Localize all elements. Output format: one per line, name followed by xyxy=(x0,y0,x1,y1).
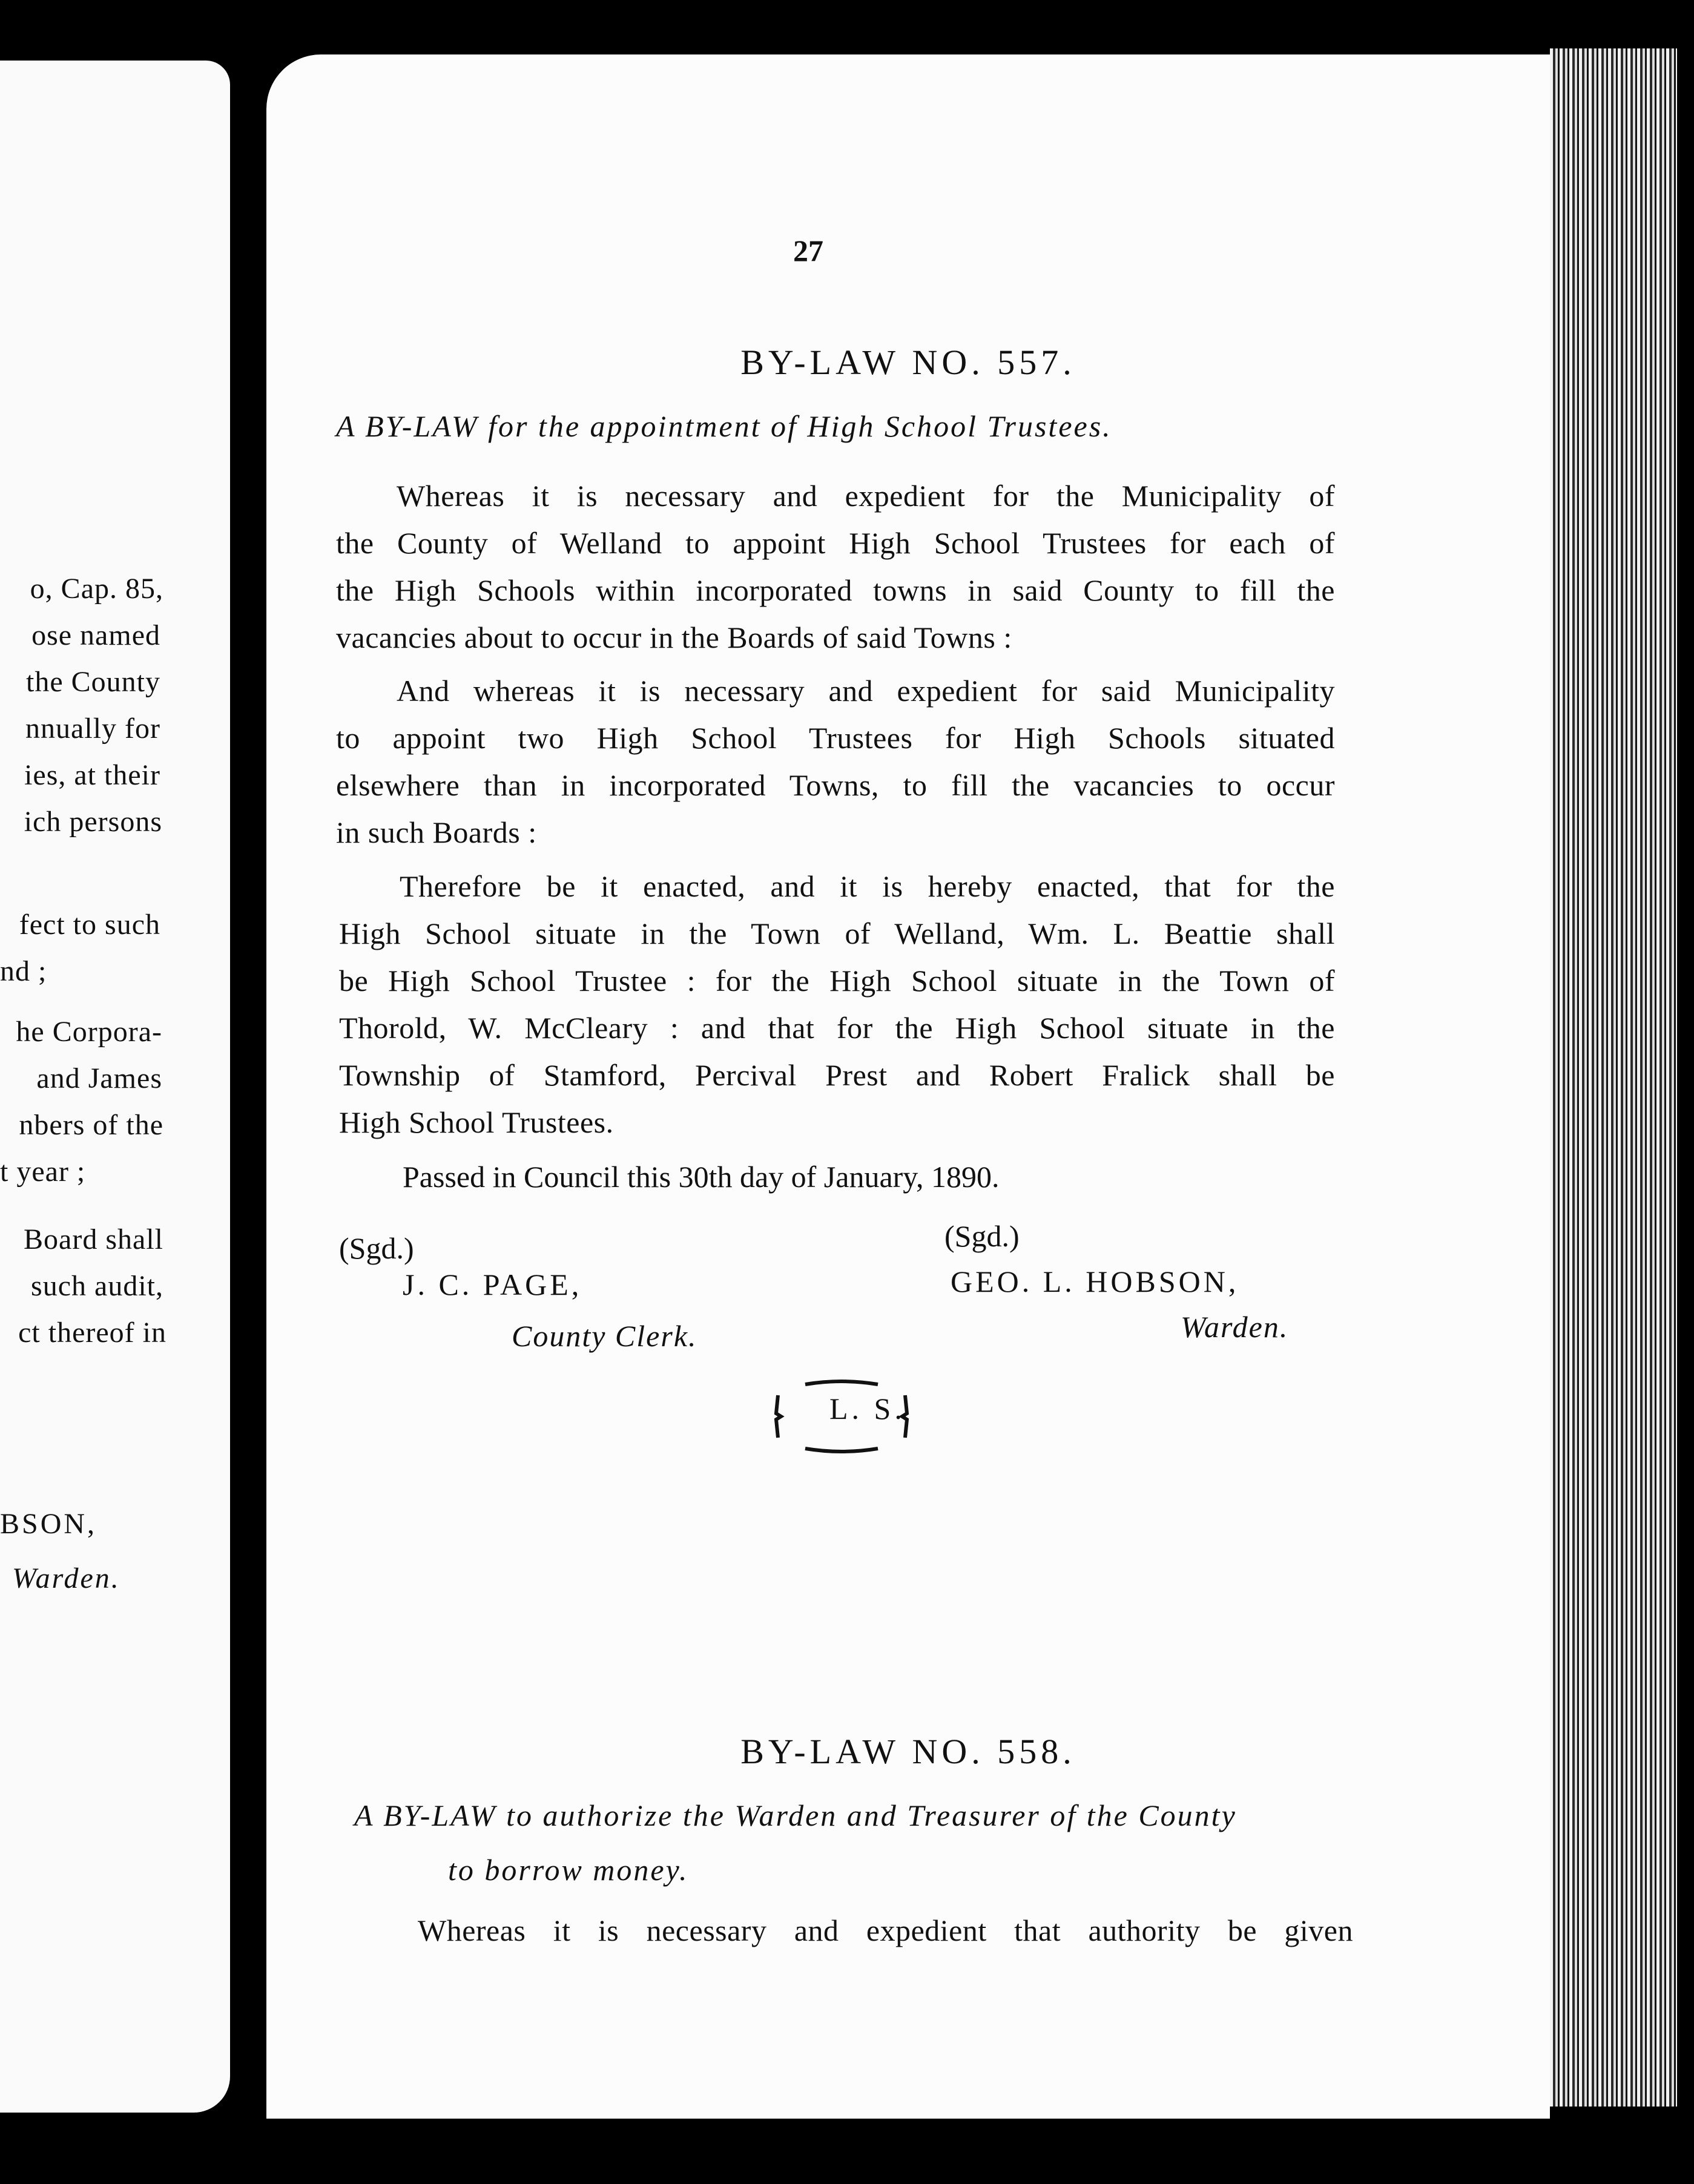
bylaw-557-subtitle: A BY-LAW for the appointment of High School Trustees. xyxy=(336,409,1112,443)
left-page-line: nnually for xyxy=(25,712,160,745)
bylaw-557-para2-line: elsewhere than in incorporated Towns, to fill the vacancies to occur xyxy=(336,768,1335,802)
bylaw-558-subtitle-line1: A BY-LAW to authorize the Warden and Treasurer of the County xyxy=(354,1798,1237,1832)
sig-left-sgd: (Sgd.) xyxy=(339,1231,414,1265)
bylaw-557-para1-line: the High Schools within incorporated towns in said County to fill the xyxy=(336,573,1335,607)
left-page-fragment xyxy=(0,61,230,2113)
bylaw-557-para1-line: the County of Welland to appoint High School Trustees for each of xyxy=(336,526,1335,560)
left-page-line: nbers of the xyxy=(19,1109,163,1141)
page-edges xyxy=(1550,48,1677,2107)
seal-text: L. S. xyxy=(829,1392,906,1426)
bylaw-557-para3-line: Therefore be it enacted, and it is hereby enacted, that for the xyxy=(400,869,1335,903)
left-page-line: Warden. xyxy=(12,1562,120,1594)
left-page-line: ies, at their xyxy=(24,759,160,791)
bylaw-557-para1-line: vacancies about to occur in the Boards of said Towns : xyxy=(336,620,1012,654)
left-page-line: BSON, xyxy=(0,1508,97,1540)
left-page-line: he Corpora- xyxy=(16,1016,162,1048)
left-page-line: o, Cap. 85, xyxy=(30,573,163,605)
bylaw-557-passed-line: Passed in Council this 30th day of January, 1890. xyxy=(403,1160,1000,1194)
bylaw-557-para3-line: High School situate in the Town of Welland, Wm. L. Beattie shall xyxy=(339,916,1335,950)
bylaw-557-para1-line: Whereas it is necessary and expedient for the Municipality of xyxy=(397,479,1335,513)
bylaw-558-heading: BY-LAW NO. 558. xyxy=(740,1732,1076,1771)
left-page-line: t year ; xyxy=(0,1156,86,1188)
bylaw-557-para3-line: High School Trustees. xyxy=(339,1105,614,1139)
left-page-line: ich persons xyxy=(24,806,162,838)
left-page-line: Board shall xyxy=(24,1223,163,1255)
left-page-line: the County xyxy=(26,666,160,698)
bylaw-557-para3-line: Thorold, W. McCleary : and that for the High School situate in the xyxy=(339,1011,1335,1045)
bylaw-557-para3-line: Township of Stamford, Percival Prest and Robert Fralick shall be xyxy=(339,1058,1335,1092)
bylaw-558-subtitle-line2: to borrow money. xyxy=(448,1853,689,1887)
book-gutter xyxy=(230,0,266,2184)
sig-right-title: Warden. xyxy=(1181,1310,1289,1344)
left-page-line: fect to such xyxy=(19,909,160,941)
page-number: 27 xyxy=(793,234,823,268)
left-page-line: nd ; xyxy=(0,955,47,987)
bylaw-558-para1-line: Whereas it is necessary and expedient that authority be given xyxy=(418,1913,1353,1947)
sig-left-title: County Clerk. xyxy=(512,1319,697,1353)
bylaw-557-para2-line: in such Boards : xyxy=(336,815,537,849)
bylaw-557-para2-line: to appoint two High School Trustees for High Schools situated xyxy=(336,721,1335,755)
left-page-line: and James xyxy=(36,1062,162,1094)
bylaw-557-para2-line: And whereas it is necessary and expedient for said Municipality xyxy=(397,674,1335,708)
left-page-line: such audit, xyxy=(31,1270,163,1302)
sig-left-name: J. C. PAGE, xyxy=(403,1268,582,1301)
left-page-line: ose named xyxy=(31,619,160,651)
sig-right-sgd: (Sgd.) xyxy=(944,1219,1020,1253)
left-page-line: ct thereof in xyxy=(18,1317,166,1349)
bylaw-557-heading: BY-LAW NO. 557. xyxy=(740,343,1076,382)
bylaw-557-para3-line: be High School Trustee : for the High School situate in the Town of xyxy=(339,964,1335,998)
sig-right-name: GEO. L. HOBSON, xyxy=(951,1265,1239,1298)
